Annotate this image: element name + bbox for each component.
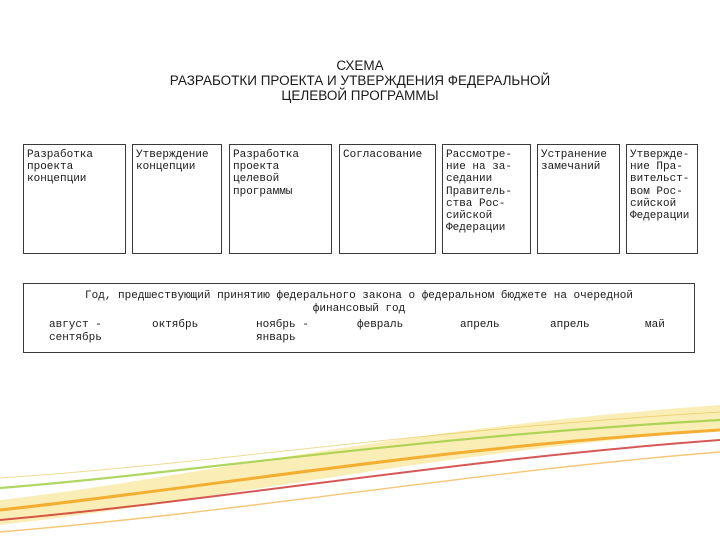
step-box-approve-concept: Утверждение концепции [132, 144, 222, 254]
step-box-develop-program: Разработка проекта целевой программы [229, 144, 332, 254]
step-box-government-approval: Утвержде- ние Пра- вительст- вом Рос- сийской Федерации [626, 144, 698, 254]
month-feb: февраль [357, 319, 404, 331]
month-apr-1: апрель [460, 319, 500, 331]
page-title [0, 58, 720, 103]
month-nov-jan: ноябрь - январь [256, 319, 309, 344]
step-box-fix-remarks: Устранение замечаний [537, 144, 620, 254]
timeline-box [23, 283, 695, 353]
month-apr-2: апрель [550, 319, 590, 331]
title-line-1: СХЕМА [336, 58, 384, 73]
title-line-2: РАЗРАБОТКИ ПРОЕКТА И УТВЕРЖДЕНИЯ ФЕДЕРАЛЬНОЙ [169, 73, 551, 88]
step-box-coordination: Согласование [339, 144, 436, 254]
month-oct: октябрь [152, 319, 199, 331]
month-may: май [645, 319, 665, 331]
title-line-3: ЦЕЛЕВОЙ ПРОГРАММЫ [281, 88, 439, 103]
month-aug-sep: август - сентябрь [49, 319, 102, 344]
step-box-government-review: Рассмотре- ние на за- седании Правитель- ства Рос- сийской Федерации [442, 144, 531, 254]
timeline-heading: Год, предшествующий принятию федерального закона о федеральном бюджете на очередной финансовый год [85, 290, 633, 315]
decorative-swoosh [0, 360, 720, 540]
step-box-develop-concept: Разработка проекта концепции [23, 144, 126, 254]
